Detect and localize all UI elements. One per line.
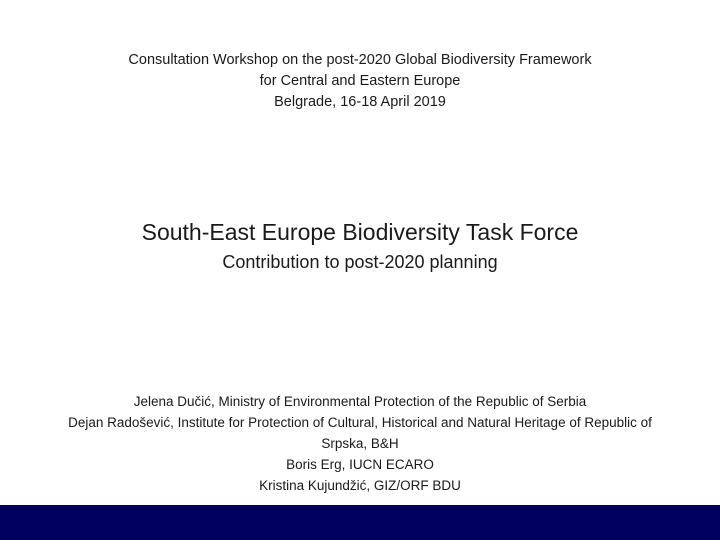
author-line: Srpska, B&H <box>321 436 399 451</box>
author-line: Jelena Dučić, Ministry of Environmental Protection of the Republic of Serbia <box>133 394 587 409</box>
slide-subtitle: Contribution to post-2020 planning <box>222 252 498 272</box>
header-line-3: Belgrade, 16-18 April 2019 <box>274 94 446 110</box>
workshop-header <box>0 50 720 113</box>
footer-bar <box>0 505 720 540</box>
header-line-1: Consultation Workshop on the post-2020 Global Biodiversity Framework <box>128 52 592 68</box>
author-line: Kristina Kujundžić, GIZ/ORF BDU <box>259 478 461 493</box>
slide-title: South-East Europe Biodiversity Task Force <box>141 219 579 245</box>
title-block <box>0 216 720 276</box>
header-line-2: for Central and Eastern Europe <box>259 73 461 89</box>
author-list <box>20 391 700 496</box>
author-line: Boris Erg, IUCN ECARO <box>286 457 434 472</box>
author-line: Dejan Radošević, Institute for Protection of Cultural, Historical and Natural Heritage of Republic of <box>68 415 652 430</box>
